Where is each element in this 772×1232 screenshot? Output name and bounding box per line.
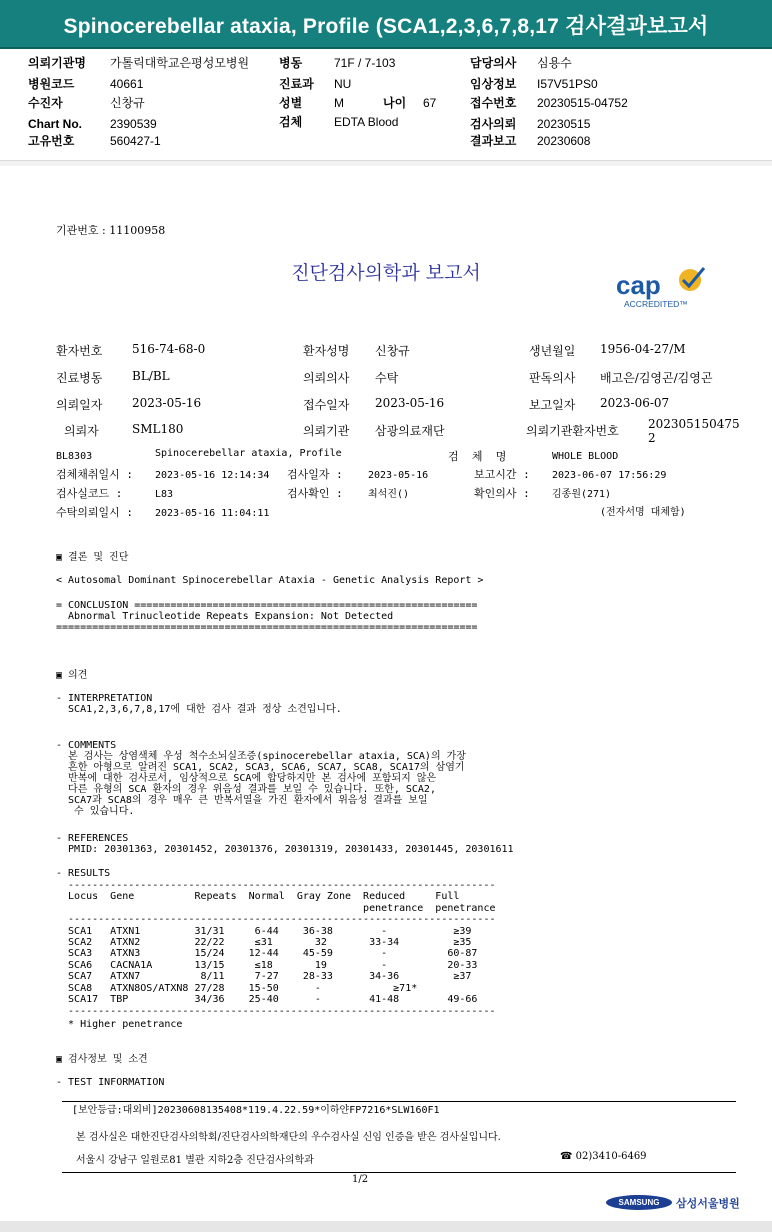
cap-logo-text: cap: [616, 270, 661, 300]
value-ward-bl: BL/BL: [132, 369, 170, 383]
value-requesting-institution: 삼광의료재단: [375, 424, 445, 438]
phone-number: ☎ 02)3410-6469: [560, 1151, 647, 1162]
e-signature-note: (전자서명 대체함): [600, 507, 686, 518]
value-reading-doctor: 배고은/김영곤/김영곤: [600, 371, 713, 385]
table-row: SCA1 ATXN1 31/31 6-44 36-38 - ≥39: [56, 926, 472, 937]
value-receipt-no: 20230515-04752: [537, 96, 628, 110]
label-confirm-doctor: 확인의사 :: [474, 487, 530, 500]
label-commission-time: 수탁의뢰일시 :: [56, 506, 134, 519]
label-inst-patient-no: 의뢰기관환자번호: [526, 424, 619, 438]
results-rule-bottom: -----------------------------------------------------------------------: [56, 1006, 496, 1017]
specimen-label: 검 체 명: [448, 450, 507, 463]
value-request-day: 2023-05-16: [132, 396, 202, 410]
comments-heading: - COMMENTS: [56, 740, 117, 751]
label-patient-no: 환자번호: [56, 344, 103, 358]
label-requesting-institution: 의뢰기관: [303, 424, 350, 438]
label-doctor: 담당의사: [470, 56, 517, 70]
table-row: SCA17 TBP 34/36 25-40 - 41-48 49-66: [56, 994, 478, 1005]
label-requester: 의뢰자: [64, 424, 99, 438]
value-patient-no: 516-74-68-0: [132, 342, 206, 356]
hospital-name: 삼성서울병원: [676, 1198, 740, 1210]
report-title: 진단검사의학과 보고서: [291, 262, 481, 284]
value-report-time: 2023-06-07 17:56:29: [552, 470, 667, 481]
testinfo-heading: - TEST INFORMATION: [56, 1077, 165, 1088]
value-inst-patient-no-cont: 2: [648, 431, 656, 445]
label-chart-no: Chart No.: [28, 117, 82, 131]
section-opinion-heading: ▣ 의견: [56, 670, 88, 681]
value-unique-no: 560427-1: [110, 134, 161, 148]
table-row: SCA3 ATXN3 15/24 12-44 45-59 - 60-87: [56, 948, 478, 959]
results-table-header-2: penetrance penetrance: [56, 903, 496, 914]
label-collection-time: 검체채취일시 :: [56, 468, 134, 481]
label-report-time: 보고시간 :: [474, 468, 530, 481]
references-text: PMID: 20301363, 20301452, 20301376, 20301319, 20301433, 20301445, 20301611: [56, 844, 514, 855]
results-heading: - RESULTS: [56, 868, 111, 879]
references-heading: - REFERENCES: [56, 833, 129, 844]
value-doctor: 심용수: [537, 56, 572, 70]
page-title: Spinocerebellar ataxia, Profile (SCA1,2,3,6,7,8,17 검사결과보고서: [63, 15, 709, 38]
label-unique-no: 고유번호: [28, 134, 75, 148]
comment-line: 반복에 대한 검사로서, 임상적으로 SCA에 합당하지만 본 검사에 포함되지 않은: [56, 773, 437, 784]
conclusion-header: = CONCLUSION =========================================================: [56, 600, 478, 611]
label-patient: 수진자: [28, 96, 63, 110]
security-line: [보안등급:대외비]20230608135408*119.4.22.59*이하얀FP7216*SLW160F1: [72, 1105, 440, 1116]
value-chart-no: 2390539: [110, 117, 157, 131]
value-request-date: 20230515: [537, 117, 591, 131]
label-test-date: 검사일자 :: [287, 468, 343, 481]
table-row: SCA2 ATXN2 22/22 ≤31 32 33-34 ≥35: [56, 937, 472, 948]
label-clinical-info: 임상정보: [470, 77, 517, 91]
value-confirm-doctor: 김종원(271): [552, 489, 612, 500]
comment-line: 다른 유형의 SCA 환자의 경우 위음성 결과를 보일 수 있습니다. 또한, SCA2,: [56, 784, 436, 795]
label-reading-doctor: 판독의사: [529, 371, 576, 385]
label-hospital-code: 병원코드: [28, 77, 75, 91]
section-testinfo-heading: ▣ 검사정보 및 소견: [56, 1054, 148, 1065]
test-code: BL8303: [56, 451, 93, 462]
label-ward: 병동: [279, 56, 303, 70]
cap-accredited-text: ACCREDITED™: [624, 299, 688, 309]
label-dept: 진료과: [279, 77, 314, 91]
value-requesting-doctor: 수탁: [375, 371, 399, 385]
label-report-date: 결과보고: [470, 134, 517, 148]
conclusion-text: Abnormal Trinucleotide Repeats Expansion: Not Detected: [56, 611, 394, 622]
value-lab-code: L83: [155, 489, 174, 500]
label-request-day: 의뢰일자: [56, 398, 103, 412]
value-commission-time: 2023-05-16 11:04:11: [155, 508, 270, 519]
label-institution: 의뢰기관명: [28, 56, 86, 70]
specimen-value: WHOLE BLOOD: [552, 451, 619, 462]
value-test-date: 2023-05-16: [368, 470, 429, 481]
test-name: Spinocerebellar ataxia, Profile: [155, 448, 342, 459]
label-sex: 성별: [279, 96, 303, 110]
value-hospital-code: 40661: [110, 77, 144, 91]
page-number: 1/2: [352, 1174, 369, 1185]
value-inst-patient-no: 202305150475: [648, 417, 740, 431]
value-requester: SML180: [132, 422, 184, 436]
value-institution: 가톨릭대학교은평성모병원: [110, 56, 250, 70]
table-row: SCA8 ATXN8OS/ATXN8 27/28 15-50 - ≥71*: [56, 983, 418, 994]
samsung-hospital-logo: [606, 1194, 738, 1212]
comment-line: 본 검사는 상염색체 우성 척수소뇌실조증(spinocerebellar ataxia, SCA)의 가장: [56, 751, 466, 762]
value-collection-time: 2023-05-16 12:14:34: [155, 470, 270, 481]
value-dept: NU: [334, 77, 352, 91]
label-ward-bl: 진료병동: [56, 371, 103, 385]
value-report-date: 20230608: [537, 134, 591, 148]
label-age: 나이: [383, 96, 407, 110]
value-specimen: EDTA Blood: [334, 115, 399, 129]
interpretation-heading: - INTERPRETATION: [56, 693, 153, 704]
value-receipt-day: 2023-05-16: [375, 396, 445, 410]
comment-line: 수 있습니다.: [56, 806, 135, 817]
label-specimen: 검체: [279, 115, 303, 129]
samsung-logo-icon: SAMSUNG: [606, 1195, 672, 1210]
label-report-day: 보고일자: [529, 398, 576, 412]
value-birth-date: 1956-04-27/M: [600, 342, 686, 356]
value-clinical-info: I57V51PS0: [537, 77, 598, 91]
cap-seal-icon: [679, 269, 701, 291]
value-patient: 신창규: [110, 96, 145, 110]
value-patient-name: 신창규: [375, 344, 410, 358]
label-patient-name: 환자성명: [303, 344, 350, 358]
certification-text: 본 검사실은 대한진단검사의학회/진단검사의학재단의 우수검사실 신임 인증을 받은 검사실입니다.: [76, 1132, 501, 1143]
label-requesting-doctor: 의뢰의사: [303, 371, 350, 385]
section-conclusion-heading: ▣ 결론 및 진단: [56, 552, 129, 563]
label-birth-date: 생년월일: [529, 344, 576, 358]
report-name: < Autosomal Dominant Spinocerebellar Ataxia - Genetic Analysis Report >: [56, 575, 484, 586]
label-receipt-no: 접수번호: [470, 96, 517, 110]
table-row: SCA7 ATXN7 8/11 7-27 28-33 34-36 ≥37: [56, 971, 472, 982]
value-test-confirm: 최석진(): [368, 489, 410, 500]
results-footnote: * Higher penetrance: [56, 1019, 183, 1030]
interpretation-text: SCA1,2,3,6,7,8,17에 대한 검사 결과 정상 소견입니다.: [56, 704, 342, 715]
value-age: 67: [423, 96, 437, 110]
institution-number: 기관번호 : 11100958: [56, 224, 166, 237]
value-ward: 71F / 7-103: [334, 56, 396, 70]
value-report-day: 2023-06-07: [600, 396, 670, 410]
bottom-band: [0, 1221, 772, 1232]
comment-line: 흔한 아형으로 알려진 SCA1, SCA2, SCA3, SCA6, SCA7, SCA8, SCA17의 삼염기: [56, 762, 465, 773]
cap-accredited-logo: [614, 266, 714, 310]
value-sex: M: [334, 96, 344, 110]
label-receipt-day: 접수일자: [303, 398, 350, 412]
conclusion-rule: ======================================================================: [56, 622, 478, 633]
results-rule-mid: -----------------------------------------------------------------------: [56, 914, 496, 925]
cap-logo-graphic: [614, 266, 714, 310]
title-bar: [0, 0, 772, 49]
label-test-confirm: 검사확인 :: [287, 487, 343, 500]
results-rule-top: -----------------------------------------------------------------------: [56, 880, 496, 891]
header-separator: [0, 160, 772, 166]
address-text: 서울시 강남구 일원로81 별관 지하2층 진단검사의학과: [76, 1155, 314, 1166]
label-request-date: 검사의뢰: [470, 117, 517, 131]
results-table-header: Locus Gene Repeats Normal Gray Zone Reduced Full: [56, 891, 460, 902]
label-lab-code: 검사실코드 :: [56, 487, 123, 500]
comment-line: SCA7과 SCA8의 경우 매우 큰 반복서열을 가진 환자에서 위음성 결과를 보일: [56, 795, 428, 806]
table-row: SCA6 CACNA1A 13/15 ≤18 19 - 20-33: [56, 960, 478, 971]
